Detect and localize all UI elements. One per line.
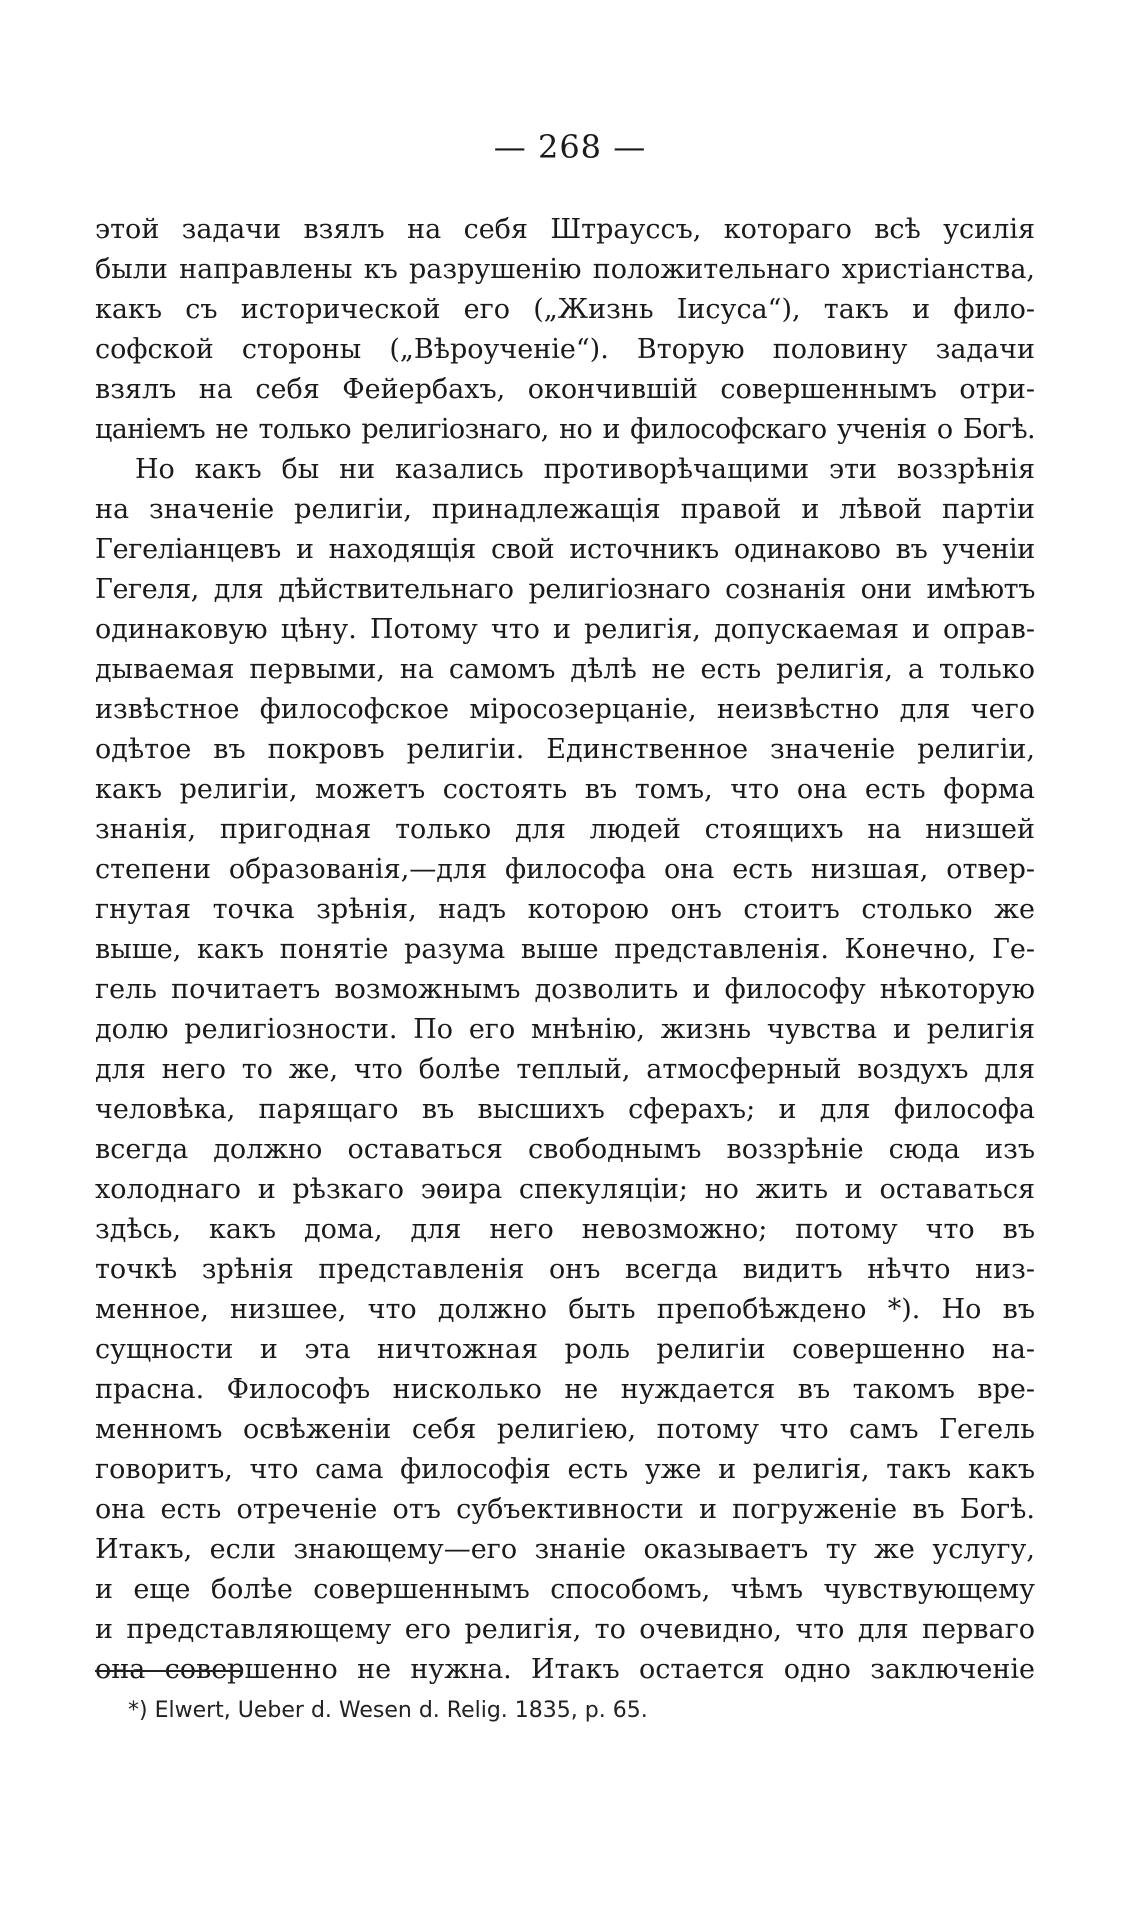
text-line: здѣсь, какъ дома, для него невозможно; потому что въ xyxy=(95,1214,1035,1245)
text-line: Гегеля, для дѣйствительнаго религіознаго сознанія они имѣютъ xyxy=(95,574,1035,605)
text-line: цаніемъ не только религіознаго, но и философскаго ученія о Богѣ. xyxy=(95,414,1035,445)
text-line: степени образованія,—для философа она есть низшая, отвер- xyxy=(95,854,1035,885)
text-line: одѣтое въ покровъ религіи. Единственное значеніе религіи, xyxy=(95,734,1035,765)
text-line: менномъ освѣженіи себя религіею, потому что самъ Гегель xyxy=(95,1414,1035,1445)
text-line: гнутая точка зрѣнія, надъ которою онъ стоитъ столько же xyxy=(95,894,1035,925)
text-line: человѣка, парящаго въ высшихъ сферахъ; и для философа xyxy=(95,1094,1035,1125)
text-line: какъ съ исторической его („Жизнь Іисуса“), такъ и фило- xyxy=(95,294,1035,325)
text-line: знанія, пригодная только для людей стоящихъ на низшей xyxy=(95,814,1035,845)
text-line: извѣстное философское міросозерцаніе, неизвѣстно для чего xyxy=(95,694,1035,725)
footnote: *) Elwert, Ueber d. Wesen d. Relig. 1835, p. 65. xyxy=(128,1698,648,1723)
text-line: какъ религіи, можетъ состоять въ томъ, что она есть форма xyxy=(95,774,1035,805)
paragraph-start-line: Но какъ бы ни казались противорѣчащими эти воззрѣнія xyxy=(135,454,1035,485)
text-line: точкѣ зрѣнія представленія онъ всегда видитъ нѣчто низ- xyxy=(95,1254,1035,1285)
text-line: софской стороны („Вѣроученіе“). Вторую половину задачи xyxy=(95,334,1035,365)
body-text xyxy=(95,210,1035,1690)
page-number: — 268 — xyxy=(493,128,647,166)
text-line: дываемая первыми, на самомъ дѣлѣ не есть религія, а только xyxy=(95,654,1035,685)
text-line: Гегеліанцевъ и находящія свой источникъ одинаково въ ученіи xyxy=(95,534,1035,565)
footnote-divider xyxy=(95,1670,243,1672)
text-line: на значеніе религіи, принадлежащія правой и лѣвой партіи xyxy=(95,494,1035,525)
text-line: холоднаго и рѣзкаго эѳира спекуляціи; но жить и оставаться xyxy=(95,1174,1035,1205)
text-line: говоритъ, что сама философія есть уже и религія, такъ какъ xyxy=(95,1454,1035,1485)
text-line: были направлены къ разрушенію положительнаго христіанства, xyxy=(95,254,1035,285)
text-line: и представляющему его религія, то очевидно, что для перваго xyxy=(95,1614,1035,1645)
text-line: прасна. Философъ нисколько не нуждается въ такомъ вре- xyxy=(95,1374,1035,1405)
text-line: гель почитаетъ возможнымъ дозволить и философу нѣкоторую xyxy=(95,974,1035,1005)
text-line: и еще болѣе совершеннымъ способомъ, чѣмъ чувствующему xyxy=(95,1574,1035,1605)
text-line: всегда должно оставаться свободнымъ воззрѣніе сюда изъ xyxy=(95,1134,1035,1165)
text-line: Итакъ, если знающему—его знаніе оказываетъ ту же услугу, xyxy=(95,1534,1035,1565)
text-line: этой задачи взялъ на себя Штрауссъ, котораго всѣ усилія xyxy=(95,214,1035,245)
text-line: взялъ на себя Фейербахъ, окончившій совершеннымъ отри- xyxy=(95,374,1035,405)
text-line: выше, какъ понятіе разума выше представленія. Конечно, Ге- xyxy=(95,934,1035,965)
text-line: одинаковую цѣну. Потому что и религія, допускаемая и оправ- xyxy=(95,614,1035,645)
text-line: долю религіозности. По его мнѣнію, жизнь чувства и религія xyxy=(95,1014,1035,1045)
text-line: она совершенно не нужна. Итакъ остается одно заключеніе xyxy=(95,1654,1035,1685)
text-line: она есть отреченіе отъ субъективности и погруженіе въ Богѣ. xyxy=(95,1494,1035,1525)
text-line: сущности и эта ничтожная роль религіи совершенно на- xyxy=(95,1334,1035,1365)
text-line: для него то же, что болѣе теплый, атмосферный воздухъ для xyxy=(95,1054,1035,1085)
text-line: менное, низшее, что должно быть препобѣждено *). Но въ xyxy=(95,1294,1035,1325)
